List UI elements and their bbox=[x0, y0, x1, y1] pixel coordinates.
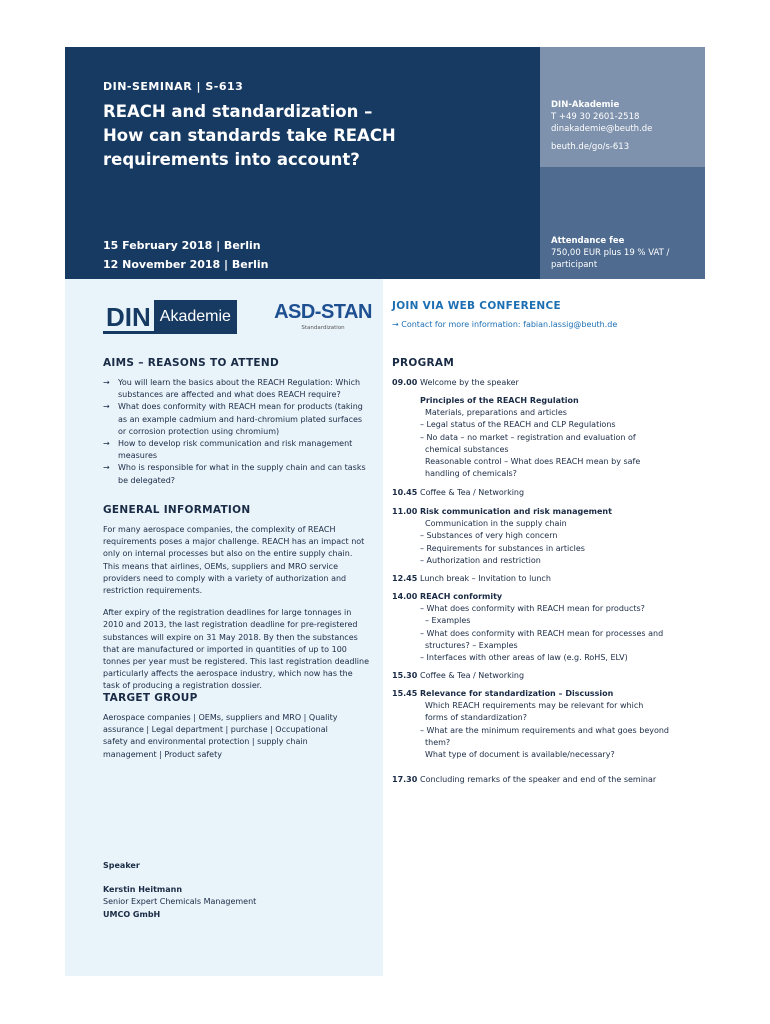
fee-line: participant bbox=[551, 260, 598, 270]
program-time: 12.45 bbox=[392, 574, 418, 583]
target-group-text: Aerospace companies | OEMs, suppliers and MRO | Quality assurance | Legal department | purchase | Occupational safety and environmental protection | supply chain management | Product safety bbox=[103, 713, 338, 759]
program-line: – No data – no market – registration and evaluation of bbox=[420, 432, 636, 442]
program-line: – Substances of very high concern bbox=[420, 531, 558, 541]
list-item: → You will learn the basics about the REACH Regulation: Which substances are affected and what does REACH require? bbox=[103, 378, 361, 400]
program-title: Relevance for standardization – Discussion bbox=[420, 689, 614, 698]
program-line: – Examples bbox=[425, 616, 471, 626]
arrow-right-icon: → bbox=[103, 402, 110, 412]
program-title: Principles of the REACH Regulation bbox=[420, 396, 579, 405]
target-group-heading: TARGET GROUP bbox=[103, 692, 198, 704]
program-title: Coffee & Tea / Networking bbox=[420, 488, 525, 497]
list-item: → Who is responsible for what in the supply chain and can tasks be delegated? bbox=[103, 463, 366, 485]
program-title: Welcome by the speaker bbox=[420, 378, 519, 387]
general-info-text bbox=[103, 524, 371, 703]
aims-heading: AIMS – REASONS TO ATTEND bbox=[103, 357, 279, 369]
program-line: – Requirements for substances in articles bbox=[420, 543, 585, 553]
contact-info bbox=[551, 99, 652, 153]
list-item: → How to develop risk communication and risk management measures bbox=[103, 439, 353, 461]
paragraph: For many aerospace companies, the complexity of REACH requirements poses a major challenge. REACH has an impact not only on internal processes but also on the entire supply chain. This means that airlines, OEMs, suppliers and MRO service providers need to comply with a variety of authorization and restriction requirements. bbox=[103, 525, 365, 596]
org-name: DIN-Akademie bbox=[551, 100, 620, 110]
title-line: REACH and standardization – bbox=[103, 102, 373, 121]
program-title: REACH conformity bbox=[420, 592, 503, 601]
list-item: → What does conformity with REACH mean for products (taking as an example cadmium and hard-chromium plated surfaces or corrosion protection using chromium) bbox=[103, 402, 363, 436]
seminar-series: DIN-SEMINAR | S-613 bbox=[103, 80, 244, 93]
program-time: 15.30 bbox=[392, 671, 418, 680]
program-line: – What are the minimum requirements and what goes beyond bbox=[420, 725, 670, 735]
aims-list bbox=[103, 377, 368, 487]
program-time: 17.30 bbox=[392, 775, 418, 784]
program-line: Which REACH requirements may be relevant for which bbox=[425, 701, 644, 711]
arrow-right-icon: → bbox=[103, 463, 110, 473]
date-line: 12 November 2018 | Berlin bbox=[103, 258, 269, 271]
web-conference-heading: JOIN VIA WEB CONFERENCE bbox=[392, 300, 561, 312]
seminar-dates bbox=[103, 236, 269, 274]
program-title: Coffee & Tea / Networking bbox=[420, 671, 525, 680]
web-contact[interactable] bbox=[392, 320, 617, 329]
din-akademie-logo bbox=[103, 300, 237, 334]
title-line: requirements into account? bbox=[103, 150, 360, 169]
speaker-company: UMCO GmbH bbox=[103, 909, 161, 919]
program-line: – What does conformity with REACH mean for processes and bbox=[420, 628, 664, 638]
speaker-label: Speaker bbox=[103, 861, 140, 870]
asd-stan-logo bbox=[268, 300, 378, 334]
program-heading: PROGRAM bbox=[392, 357, 455, 369]
program-line: – Interfaces with other areas of law (e.g. RoHS, ELV) bbox=[420, 653, 628, 663]
program-line: structures? – Examples bbox=[425, 640, 518, 650]
din-logo-text: DIN bbox=[103, 300, 154, 334]
program-line: handling of chemicals? bbox=[425, 469, 517, 479]
general-info-heading: GENERAL INFORMATION bbox=[103, 504, 251, 516]
seminar-title bbox=[103, 100, 523, 172]
program-title: Concluding remarks of the speaker and end of the seminar bbox=[420, 775, 657, 784]
program-title: Risk communication and risk management bbox=[420, 507, 612, 516]
phone: T +49 30 2601-2518 bbox=[551, 112, 640, 122]
program-time: 10.45 bbox=[392, 488, 418, 497]
program-line: chemical substances bbox=[425, 444, 509, 454]
title-line: How can standards take REACH bbox=[103, 126, 396, 145]
fee-info bbox=[551, 235, 669, 271]
speaker-role: Senior Expert Chemicals Management bbox=[103, 897, 257, 907]
program-time: 09.00 bbox=[392, 378, 418, 387]
program-title: Lunch break – Invitation to lunch bbox=[420, 574, 551, 583]
program-line: Reasonable control – What does REACH mean by safe bbox=[425, 457, 641, 467]
url-link[interactable]: beuth.de/go/s-613 bbox=[551, 142, 630, 152]
fee-line: 750,00 EUR plus 19 % VAT / bbox=[551, 248, 670, 258]
asd-logo-text: ASD-STAN bbox=[274, 301, 372, 323]
program-line: them? bbox=[425, 737, 451, 747]
fee-label: Attendance fee bbox=[551, 236, 625, 246]
email-link[interactable]: dinakademie@beuth.de bbox=[551, 124, 653, 134]
akademie-logo-text: Akademie bbox=[154, 300, 237, 334]
program-line: Communication in the supply chain bbox=[425, 519, 567, 529]
program-time: 15.45 bbox=[392, 689, 418, 698]
asd-logo-subtext: Standardization bbox=[301, 325, 345, 331]
program-time: 14.00 bbox=[392, 592, 418, 601]
program-line: What type of document is available/necessary? bbox=[425, 750, 615, 760]
arrow-right-icon: → bbox=[103, 378, 110, 387]
speaker-name: Kerstin Heitmann bbox=[103, 885, 183, 895]
arrow-right-icon: → bbox=[103, 439, 110, 449]
program-time: 11.00 bbox=[392, 507, 418, 516]
web-contact-text: Contact for more information: fabian.lassig@beuth.de bbox=[401, 320, 618, 329]
speaker-block bbox=[103, 860, 363, 921]
arrow-right-icon: → bbox=[392, 320, 399, 329]
program-line: forms of standardization? bbox=[425, 713, 527, 723]
date-line: 15 February 2018 | Berlin bbox=[103, 239, 261, 252]
program-line: – What does conformity with REACH mean for products? bbox=[420, 604, 645, 614]
program-line: – Legal status of the REACH and CLP Regulations bbox=[420, 420, 616, 430]
program-line: – Authorization and restriction bbox=[420, 555, 541, 565]
paragraph: After expiry of the registration deadlines for large tonnages in 2010 and 2013, the last registration deadline for pre-registered substances will expire on 31 May 2018. By then the substances that are manufactured or imported in quantities of up to 100 tonnes per year must be registered. This last registration deadline particularly affects the aerospace industry, which now has the task of producing a registration dossier. bbox=[103, 608, 370, 691]
program-line: Materials, preparations and articles bbox=[425, 408, 567, 418]
